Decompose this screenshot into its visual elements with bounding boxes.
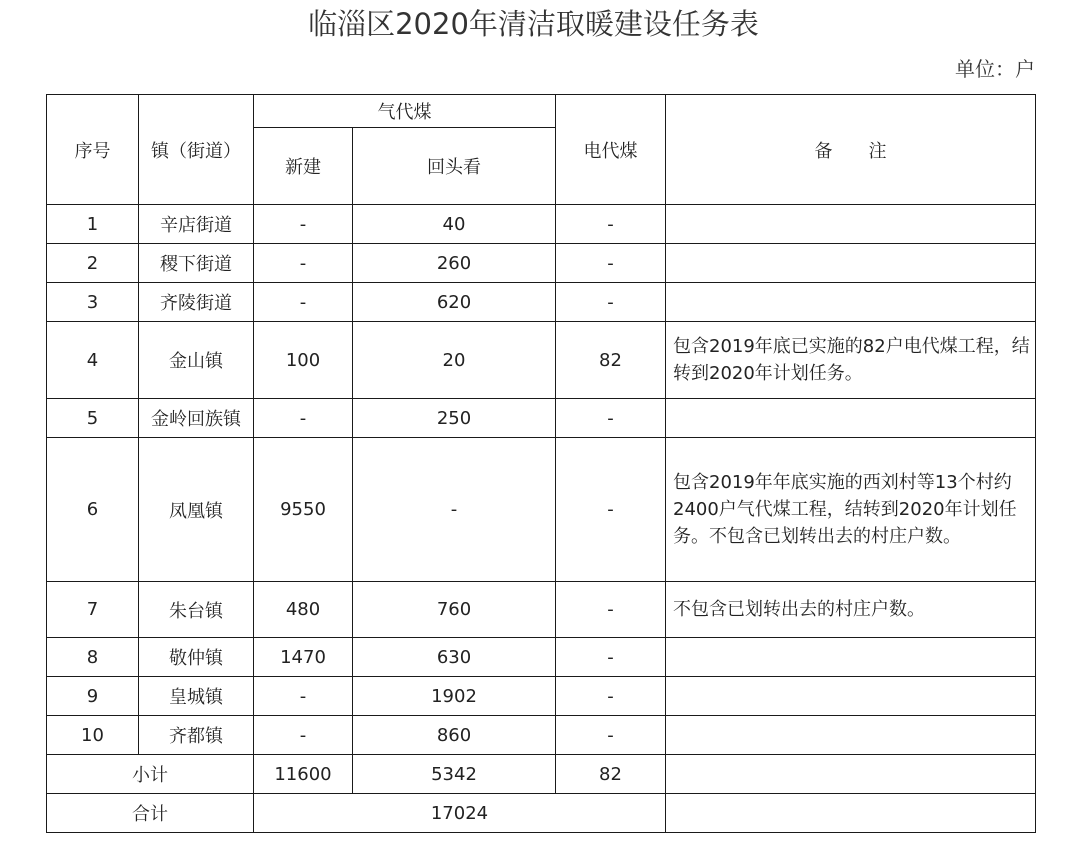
cell-review: 630 [353,638,556,677]
table-row [47,205,1036,244]
table-row [47,438,1036,582]
cell-new: - [254,399,353,438]
cell-review: 20 [353,322,556,399]
cell-elec: - [556,205,666,244]
total-row [47,794,1036,833]
cell-new: 100 [254,322,353,399]
header-row-top [47,95,1036,128]
cell-review: 1902 [353,677,556,716]
cell-review: 260 [353,244,556,283]
cell-town: 朱台镇 [139,582,254,638]
cell-new: - [254,244,353,283]
table-row [47,638,1036,677]
cell-note [666,399,1036,438]
subtotal-review: 5342 [353,755,556,794]
cell-new: - [254,716,353,755]
header-gas-new: 新建 [254,128,353,205]
cell-new: 1470 [254,638,353,677]
cell-review: 620 [353,283,556,322]
cell-review: - [353,438,556,582]
cell-review: 250 [353,399,556,438]
total-label: 合计 [47,794,254,833]
cell-note [666,244,1036,283]
total-note [666,794,1036,833]
header-elec: 电代煤 [556,95,666,205]
cell-elec: - [556,638,666,677]
table-row [47,322,1036,399]
cell-new: - [254,205,353,244]
table-row [47,582,1036,638]
unit-label: 单位：户 [955,57,1035,81]
cell-seq: 7 [47,582,139,638]
cell-note: 包含2019年年底实施的西刘村等13个村约2400户气代煤工程，结转到2020年计划任务。不包含已划转出去的村庄户数。 [666,438,1036,582]
task-table [46,94,1036,833]
cell-elec: - [556,283,666,322]
cell-review: 860 [353,716,556,755]
cell-new: 480 [254,582,353,638]
total-value: 17024 [254,794,666,833]
cell-elec: - [556,677,666,716]
cell-town: 金岭回族镇 [139,399,254,438]
cell-note [666,716,1036,755]
cell-note [666,677,1036,716]
header-note: 备 注 [666,95,1036,205]
subtotal-elec: 82 [556,755,666,794]
cell-town: 金山镇 [139,322,254,399]
table-row [47,283,1036,322]
cell-seq: 8 [47,638,139,677]
cell-town: 辛店街道 [139,205,254,244]
cell-seq: 10 [47,716,139,755]
cell-seq: 5 [47,399,139,438]
cell-review: 760 [353,582,556,638]
cell-town: 稷下街道 [139,244,254,283]
cell-elec: - [556,716,666,755]
cell-elec: - [556,244,666,283]
cell-elec: - [556,438,666,582]
table-row [47,716,1036,755]
subtotal-row [47,755,1036,794]
cell-note [666,638,1036,677]
header-town: 镇（街道） [139,95,254,205]
header-gas-review: 回头看 [353,128,556,205]
cell-elec: - [556,399,666,438]
subtotal-new: 11600 [254,755,353,794]
cell-seq: 1 [47,205,139,244]
cell-review: 40 [353,205,556,244]
cell-town: 齐都镇 [139,716,254,755]
header-gas: 气代煤 [254,95,556,128]
cell-town: 凤凰镇 [139,438,254,582]
cell-new: 9550 [254,438,353,582]
cell-new: - [254,677,353,716]
page-title: 临淄区2020年清洁取暖建设任务表 [308,7,759,41]
cell-note [666,283,1036,322]
cell-note [666,205,1036,244]
subtotal-note [666,755,1036,794]
header-seq: 序号 [47,95,139,205]
cell-seq: 6 [47,438,139,582]
cell-seq: 9 [47,677,139,716]
cell-seq: 2 [47,244,139,283]
subtotal-label: 小计 [47,755,254,794]
cell-new: - [254,283,353,322]
table-row [47,244,1036,283]
cell-town: 敬仲镇 [139,638,254,677]
cell-elec: - [556,582,666,638]
cell-note: 包含2019年底已实施的82户电代煤工程，结转到2020年计划任务。 [666,322,1036,399]
cell-seq: 4 [47,322,139,399]
cell-note: 不包含已划转出去的村庄户数。 [666,582,1036,638]
table-row [47,677,1036,716]
cell-town: 齐陵街道 [139,283,254,322]
table-row [47,399,1036,438]
cell-town: 皇城镇 [139,677,254,716]
cell-seq: 3 [47,283,139,322]
cell-elec: 82 [556,322,666,399]
